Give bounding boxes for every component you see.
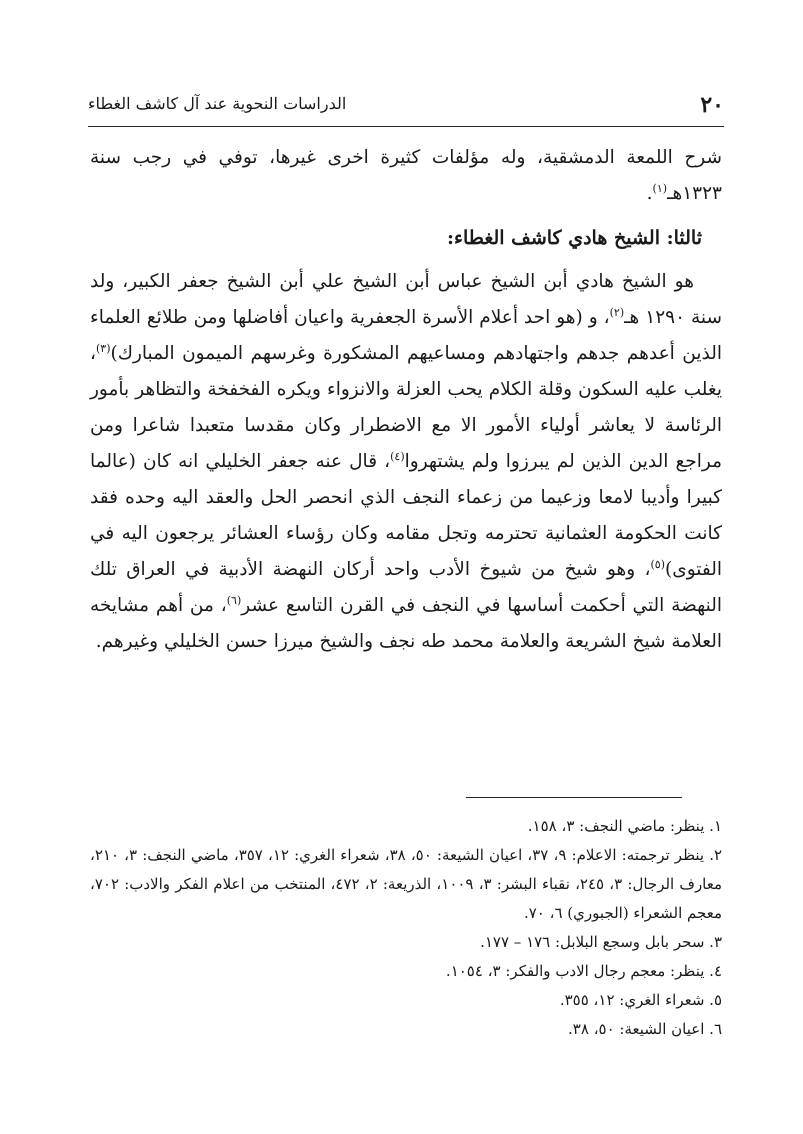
footnote-item: ٢. ينظر ترجمته: الاعلام: ٩، ٣٧، اعيان الشيعة: ٥٠، ٣٨، شعراء الغري: ١٢، ٣٥٧، ماضي النجف: ٣، ٢١٠، معارف الرجال: ٣، ٢٤٥، نقباء البشر: ٣، ١٠٠٩، الذريعة: ٢، ٤٧٢، المنتخب من اعلام الفكر والادب: ٧٠٢، معجم الشعراء (الجبوري) ٦، ٧٠. <box>90 846 723 922</box>
continuation-paragraph <box>90 140 722 212</box>
running-title: الدراسات النحوية عند آل كاشف الغطاء <box>88 94 347 113</box>
footnote-item: ١. ينظر: ماضي النجف: ٣، ١٥٨. <box>527 817 722 835</box>
footnote-ref-3[interactable]: (٣) <box>95 341 111 355</box>
continuation-end: . <box>646 183 653 204</box>
page-number: ٢٠ <box>700 92 724 118</box>
footnote-item: ٣. سحر بابل وسجع البلابل: ١٧٦ – ١٧٧. <box>480 933 722 951</box>
continuation-text: شرح اللمعة الدمشقية، وله مؤلفات كثيرة اخرى غيرها، توفي في رجب سنة ١٣٢٣هـ <box>90 147 722 204</box>
footnote-item: ٤. ينظر: معجم رجال الادب والفكر: ٣، ١٠٥٤. <box>445 962 722 980</box>
footnote-item: ٦. اعيان الشيعة: ٥٠، ٣٨. <box>568 1020 722 1038</box>
section-heading: ثالثا: الشيخ هادي كاشف الغطاء: <box>447 227 702 249</box>
bio-text-c: ، يغلب عليه السكون وقلة الكلام يحب العزلة والانزواء ويكره الفخفخة والتظاهر بأمور الرئاسة لا يعاشر أولياء الأمور الا مع الاضطرار وكان مقدسا متعبدا شاعرا ومن مراجع الدين الذين لم يبرزوا ولم يشتهروا <box>90 343 722 472</box>
footnote-ref-2[interactable]: (٢) <box>609 305 625 319</box>
page-header <box>88 90 724 122</box>
footnote-divider <box>466 797 682 798</box>
bio-text-f: ، من أهم مشايخه العلامة شيخ الشريعة والعلامة محمد طه نجف والشيخ ميرزا حسن الخليلي وغيرهم. <box>90 595 722 652</box>
footnote-ref-6[interactable]: (٦) <box>226 593 242 607</box>
bio-text-d: ، قال عنه جعفر الخليلي انه كان (عالما كبيرا وأديبا لامعا وزعيما من زعماء النجف الذي انحصر الحل والعقد اليه وحده فقد كانت الحكومة العثمانية تحترمه وتجل مقامه وكان رؤساء العشائر يرجعون اليه في الفتوى) <box>90 451 722 580</box>
footnote-ref-5[interactable]: (٥) <box>650 557 666 571</box>
footnote-item: ٥. شعراء الغري: ١٢، ٣٥٥. <box>559 991 722 1009</box>
header-divider <box>88 126 724 127</box>
biography-paragraph <box>90 264 722 660</box>
footnote-ref-4[interactable]: (٤) <box>390 449 405 463</box>
footnotes-list <box>90 812 722 1044</box>
footnote-ref-1[interactable]: (١) <box>652 181 668 195</box>
main-text <box>90 140 722 660</box>
bio-text-a: هو الشيخ هادي أبن الشيخ عباس أبن الشيخ علي أبن الشيخ جعفر الكبير، ولد سنة ١٢٩٠ هـ <box>90 271 722 328</box>
bio-text-e: ، وهو شيخ من شيوخ الأدب واحد أركان النهضة الأدبية في العراق تلك النهضة التي أحكمت أساسها في النجف في القرن التاسع عشر <box>90 559 723 616</box>
bio-text-b: ، و (هو احد أعلام الأسرة الجعفرية واعيان أفاضلها ومن طلائع العلماء الذين أعدهم جدهم واجتهادهم ومساعيهم المشكورة وغرسهم الميمون المبارك) <box>90 307 722 364</box>
